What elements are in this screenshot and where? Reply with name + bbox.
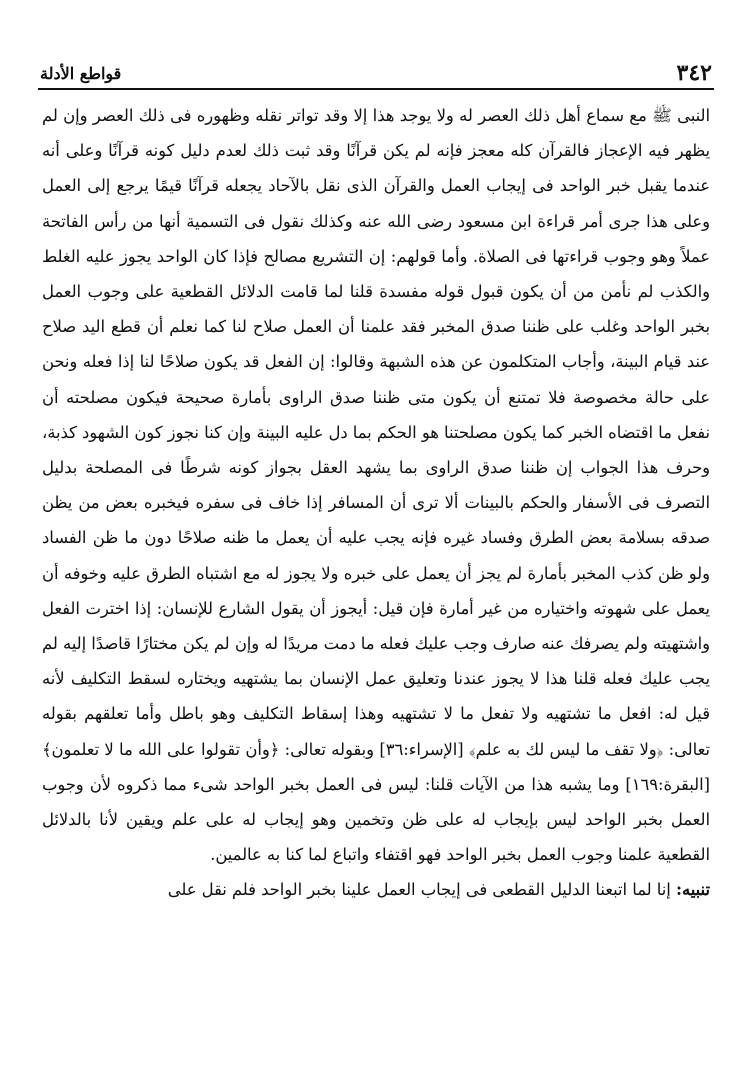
note-paragraph [42, 872, 710, 907]
running-title: قواطع الأدلة [40, 63, 122, 83]
page-header [40, 58, 712, 88]
body-paragraph: النبى ﷺ مع سماع أهل ذلك العصر له ولا يوجد هذا إلا وقد تواتر نقله وظهوره فى ذلك العصر وإن لم يظهر فيه الإعجاز فالقرآن كله معجز فإنه لم يكن قرآنًا وقد ثبت ذلك لعدم دليل كونه قرآنًا وعلى أنه عندما يقبل خبر الواحد فى إيجاب العمل والقرآن الذى نقل بالآحاد يجعله قرآنًا قيمًا يرجع إلى العمل وعلى هذا جرى أمر قراءة ابن مسعود رضى الله عنه وكذلك نقول فى التسمية أنها من رأس الفاتحة عملاً وهو وجوب قراءتها فى الصلاة. وأما قولهم: إن التشريع مصالح فإذا كان الواحد يجوز عليه الغلط والكذب لم نأمن من أن يكون قبول قوله مفسدة قلنا لما قامت الدلائل القطعية على وجوب العمل بخبر الواحد وغلب على ظننا صدق المخبر فقد علمنا أن العمل صلاح لنا كما نعلم أن قطع اليد صلاح عند قيام البينة، وأجاب المتكلمون عن هذه الشبهة وقالوا: إن الفعل قد يكون صلاحًا لنا إذا فعله ونحن على حالة مخصوصة فلا تمتنع أن يكون متى ظننا صدق الراوى بأمارة صحيحة فيكون مصلحته أن نفعل ما اقتضاه الخبر كما يكون مصلحتنا هو الحكم بما دل عليه البينة وإن كنا نجوز كون الشهود كذبة، وحرف هذا الجواب إن ظننا صدق الراوى بما يشهد العقل بجواز كونه شرطًا فى المصلحة بدليل التصرف فى الأسفار والحكم بالبينات ألا ترى أن المسافر إذا خاف فى سفره فيخبره بعض من يظن صدقه بسلامة بعض الطرق وفساد غيره فإنه يجب عليه أن يعمل ما ظنه صلاحًا دون ما ظن الفساد ولو ظن كذب المخبر بأمارة لم يجز أن يعمل على خبره ولا يجوز له مع اشتباه الطرق عليه وخوفه أن يعمل على شهوته واختياره من غير أمارة فإن قيل: أيجوز أن يقول الشارع للإنسان: إذا اخترت الفعل واشتهيته ولم يصرفك عنه صارف وجب عليك فعله ما دمت مريدًا له وإن لم يكن مختارًا قاصدًا إليه لم يجب عليك فعله قلنا هذا لا يجوز عندنا وتعليق عمل الإنسان بما يشتهيه ويختاره لسقط التكليف لأنه قيل له: افعل ما تشتهيه ولا تفعل ما لا تشتهيه وهذا إسقاط التكليف وهو باطل وأما تعلقهم بقوله تعالى: ﴿ولا تقف ما ليس لك به علم﴾ [الإسراء:٣٦] وبقوله تعالى: ﴿وأن تقولوا على الله ما لا تعلمون﴾ [البقرة:١٦٩] وما يشبه هذا من الآيات قلنا: ليس فى العمل بخبر الواحد شىء مما ذكروه لأن وجوب العمل بخبر الواحد ليس بإيجاب له على ظن وتخمين وهو إيجاب له على علم ويقين لأنا بالدلائل القطعية علمنا وجوب العمل بخبر الواحد فهو اقتفاء واتباع لما كنا به عالمين. [42, 106, 710, 865]
page-number: ٣٤٢ [676, 60, 712, 86]
note-label: تنبيه: [675, 880, 710, 900]
note-text: إنا لما اتبعنا الدليل القطعى فى إيجاب العمل علينا بخبر الواحد فلم نقل على [167, 880, 671, 900]
page-body [42, 98, 710, 908]
header-divider [38, 88, 714, 90]
